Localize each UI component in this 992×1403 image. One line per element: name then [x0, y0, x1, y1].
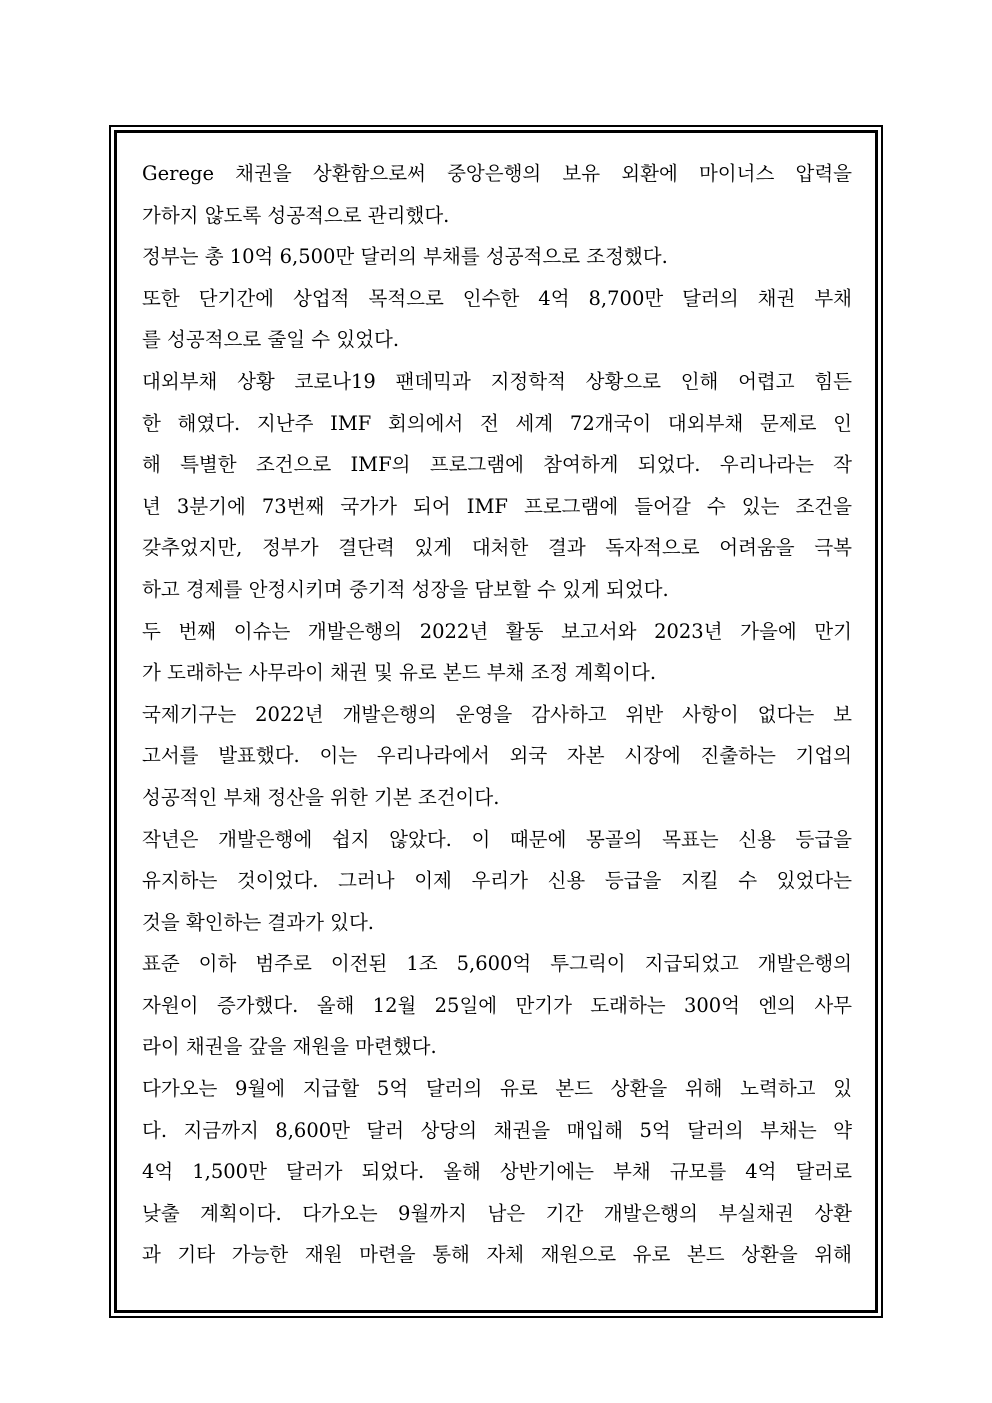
text-line: 해 특별한 조건으로 IMF의 프로그램에 참여하게 되었다. 우리나라는 작 [142, 453, 852, 477]
text-line: 4억 1,500만 달러가 되었다. 올해 상반기에는 부채 규모를 4억 달러로 [142, 1160, 852, 1184]
text-line: Gerege 채권을 상환함으로써 중앙은행의 보유 외환에 마이너스 압력을 [142, 162, 852, 185]
text-line: 표준 이하 범주로 이전된 1조 5,600억 투그릭이 지급되었고 개발은행의 [142, 952, 852, 976]
text-line: 가하지 않도록 성공적으로 관리했다. [142, 203, 450, 227]
text-line: 작년은 개발은행에 쉽지 않았다. 이 때문에 몽골의 목표는 신용 등급을 [142, 827, 852, 851]
text-line: 가 도래하는 사무라이 채권 및 유로 본드 부채 조정 계획이다. [142, 661, 657, 685]
text-line: 정부는 총 10억 6,500만 달러의 부채를 성공적으로 조정했다. [142, 245, 668, 269]
text-line: 년 3분기에 73번째 국가가 되어 IMF 프로그램에 들어갈 수 있는 조건을 [142, 494, 852, 518]
text-line: 다. 지금까지 8,600만 달러 상당의 채권을 매입해 5억 달러의 부채는 약 [142, 1118, 852, 1142]
text-line: 대외부채 상황 코로나19 팬데믹과 지정학적 상황으로 인해 어렵고 힘든 [142, 369, 852, 393]
text-line: 고서를 발표했다. 이는 우리나라에서 외국 자본 시장에 진출하는 기업의 [142, 744, 852, 768]
text-line: 다가오는 9월에 지급할 5억 달러의 유로 본드 상환을 위해 노력하고 있 [142, 1077, 852, 1101]
text-line: 라이 채권을 갚을 재원을 마련했다. [142, 1035, 437, 1059]
text-line: 하고 경제를 안정시키며 중기적 성장을 담보할 수 있게 되었다. [142, 577, 669, 601]
text-line: 또한 단기간에 상업적 목적으로 인수한 4억 8,700만 달러의 채권 부채 [142, 286, 852, 310]
document-body [142, 153, 852, 1276]
text-line: 성공적인 부채 정산을 위한 기본 조건이다. [142, 785, 500, 809]
text-line: 낮출 계획이다. 다가오는 9월까지 남은 기간 개발은행의 부실채권 상환 [142, 1201, 852, 1225]
text-line: 국제기구는 2022년 개발은행의 운영을 감사하고 위반 사항이 없다는 보 [142, 702, 852, 726]
text-line: 두 번째 이슈는 개발은행의 2022년 활동 보고서와 2023년 가을에 만기 [142, 619, 852, 643]
text-line: 과 기타 가능한 재원 마련을 통해 자체 재원으로 유로 본드 상환을 위해 [142, 1243, 852, 1267]
text-line: 갖추었지만, 정부가 결단력 있게 대처한 결과 독자적으로 어려움을 극복 [142, 536, 852, 560]
text-line: 것을 확인하는 결과가 있다. [142, 910, 375, 934]
text-line: 한 해였다. 지난주 IMF 회의에서 전 세계 72개국이 대외부채 문제로 인 [142, 411, 852, 435]
text-line: 자원이 증가했다. 올해 12월 25일에 만기가 도래하는 300억 엔의 사무 [142, 993, 852, 1017]
text-line: 를 성공적으로 줄일 수 있었다. [142, 328, 400, 352]
text-line: 유지하는 것이었다. 그러나 이제 우리가 신용 등급을 지킬 수 있었다는 [142, 869, 852, 893]
